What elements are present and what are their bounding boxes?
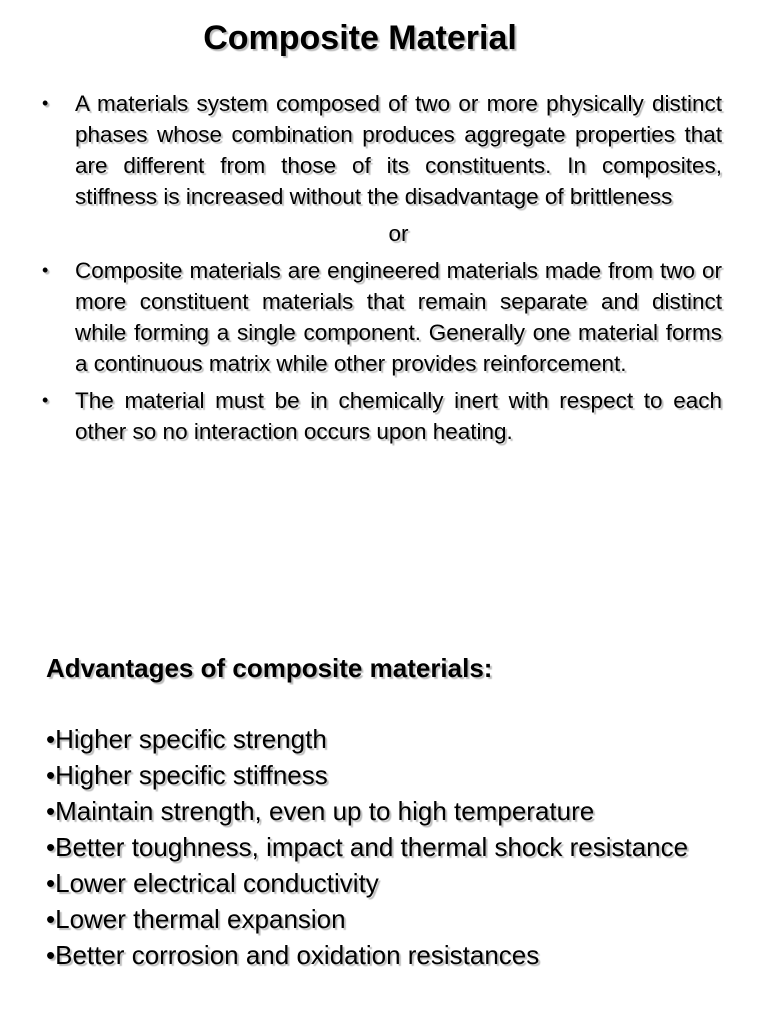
advantage-item: •Higher specific stiffness bbox=[46, 760, 328, 790]
advantages-list bbox=[46, 721, 698, 973]
advantage-item: •Higher specific strength bbox=[46, 724, 327, 754]
advantage-item: •Lower electrical conductivity bbox=[46, 868, 379, 898]
definition-item bbox=[40, 88, 722, 212]
advantage-item: •Better toughness, impact and thermal shock resistance bbox=[46, 832, 689, 862]
or-separator: or bbox=[388, 221, 409, 246]
definition-text: Composite materials are engineered materials made from two or more constituent materials that remain separate and distinct while forming a single component. Generally one material forms a continuous matrix while other provides reinforcement. bbox=[75, 258, 722, 376]
advantage-item: •Better corrosion and oxidation resistances bbox=[46, 940, 540, 970]
advantage-item: •Maintain strength, even up to high temperature bbox=[46, 796, 595, 826]
advantages-section bbox=[46, 650, 698, 973]
definition-text: The material must be in chemically inert with respect to each other so no interaction occurs upon heating. bbox=[75, 388, 722, 444]
advantage-item: •Lower thermal expansion bbox=[46, 904, 346, 934]
definition-text: A materials system composed of two or more physically distinct phases whose combination produces aggregate properties that are different from those of its constituents. In composites, stiffness is increased without the disadvantage of brittleness bbox=[75, 91, 722, 209]
bullet-marker: • bbox=[42, 260, 49, 280]
definition-item bbox=[40, 385, 722, 447]
bullet-marker: • bbox=[42, 390, 49, 410]
bullet-marker: • bbox=[42, 93, 49, 113]
advantages-heading: Advantages of composite materials: bbox=[46, 653, 493, 683]
definition-item bbox=[40, 255, 722, 379]
page-title: Composite Material bbox=[203, 19, 517, 57]
definition-list bbox=[40, 88, 722, 447]
